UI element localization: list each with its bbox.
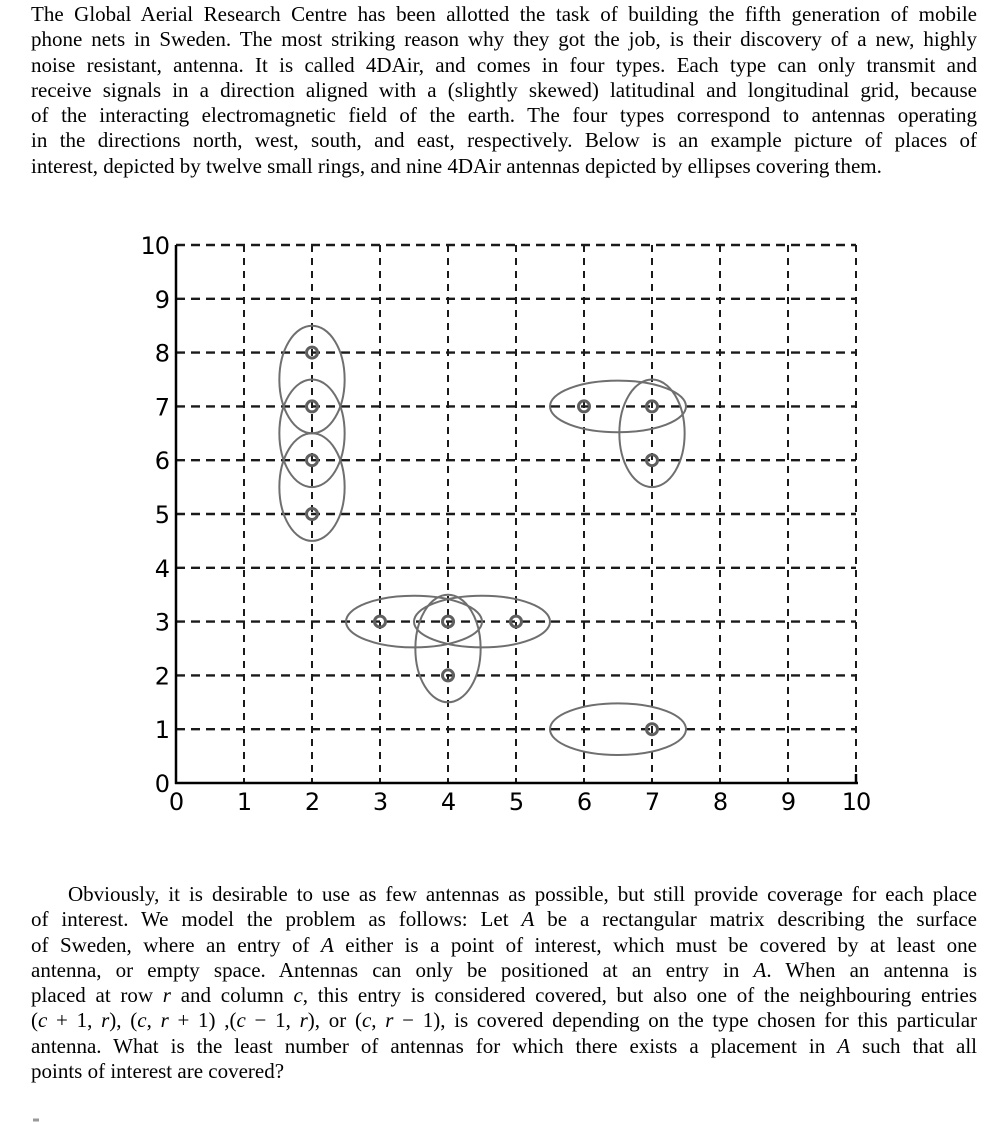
x-tick-label: 3 [372,788,388,816]
y-tick-label: 6 [154,447,169,476]
text-run: + 1, [47,1008,102,1033]
text-run: − 1, [245,1008,300,1033]
math-variable: r [160,1008,169,1033]
math-variable: c [38,1008,48,1033]
math-variable: A [320,932,334,957]
y-tick-label: 5 [154,501,169,529]
text-line [31,958,977,983]
x-tick-label: 6 [576,788,592,816]
text-line [31,882,977,907]
x-tick-label: 0 [168,788,184,816]
text-line [31,933,977,958]
text-line [31,1059,977,1084]
text-run: + 1) ,( [168,1008,237,1033]
text-run: ), ( [109,1008,138,1033]
text-run: either is a point of interest, which must be covered by at least one [333,932,977,957]
text-run: of interest. We model the problem as follows: Let [31,907,522,932]
math-variable: r [162,983,171,1008]
text-run: ), or ( [307,1008,362,1033]
text-run: antenna. What is the least number of antennas for which there exists a placement in [31,1033,838,1058]
text-run: , [146,1008,161,1033]
math-variable: c [293,983,303,1008]
y-tick-label: 2 [154,662,169,691]
text-run: be a rectangular matrix describing the surface [534,907,977,932]
text-run: − 1), is covered depending on the type chosen for this particular [393,1008,978,1033]
x-tick-label: 7 [644,788,660,816]
y-tick-label: 4 [154,554,169,583]
text-run: antenna, or empty space. Antennas can only be positioned at an entry in [31,957,754,982]
math-variable: r [385,1008,394,1033]
text-line [31,983,977,1008]
math-variable: r [299,1008,308,1033]
text-line [31,1034,977,1059]
text-run: and column [170,983,294,1008]
text-run: The Global Aerial Research Centre has been allotted the task of building the fifth generation of mobile [31,2,977,26]
math-variable: A [521,907,535,932]
y-tick-label: 3 [154,608,169,637]
text-run: such that all [850,1033,977,1058]
x-tick-label: 5 [508,788,524,816]
text-run: noise resistant, antenna. It is called 4DAir, and comes in four types. Each type can only transmit and [31,52,977,77]
x-tick-label: 9 [780,788,796,816]
text-run: interest, depicted by twelve small rings, and nine 4DAir antennas depicted by ellipses covering them. [31,153,882,178]
text-run: of Sweden, where an entry of [31,932,321,957]
text-run: placed at row [31,983,163,1008]
text-line [31,907,977,932]
cutoff-next-section-glyph [33,1119,39,1122]
text-run: . When an antenna is [766,957,977,982]
y-tick-label: 1 [154,716,169,745]
math-variable: r [101,1008,110,1033]
text-run: in the directions north, west, south, and east, respectively. Below is an example picture of places of [31,128,977,153]
y-tick-label: 10 [140,232,169,260]
math-variable: A [837,1033,851,1058]
text-run: phone nets in Sweden. The most striking reason why they got the job, is their discovery of a new, highly [31,27,977,52]
y-tick-label: 9 [154,285,169,314]
text-run: , this entry is considered covered, but also one of the neighbouring entries [302,983,977,1008]
math-variable: c [236,1008,246,1033]
model-paragraph [31,882,977,1084]
x-tick-label: 2 [304,788,320,816]
x-tick-label: 4 [440,788,456,816]
text-line [31,1008,977,1033]
y-tick-label: 7 [154,393,169,422]
math-variable: A [753,957,767,982]
text-run: receive signals in a direction aligned with a (slightly skewed) latitudinal and longitudinal grid, because [31,77,977,102]
x-tick-label: 1 [236,788,252,816]
math-variable: c [137,1008,147,1033]
x-tick-label: 8 [712,788,728,816]
text-run: ( [31,1008,38,1033]
x-tick-label: 10 [841,788,871,816]
y-tick-label: 0 [154,770,169,798]
text-run: , [371,1008,386,1033]
text-run: Obviously, it is desirable to use as few antennas as possible, but still provide coverage for each place [68,882,977,906]
math-variable: c [361,1008,372,1033]
text-run: points of interest are covered? [31,1059,285,1084]
y-tick-label: 8 [154,339,169,368]
text-run: of the interacting electromagnetic field of the earth. The four types correspond to antennas operating [31,103,977,128]
